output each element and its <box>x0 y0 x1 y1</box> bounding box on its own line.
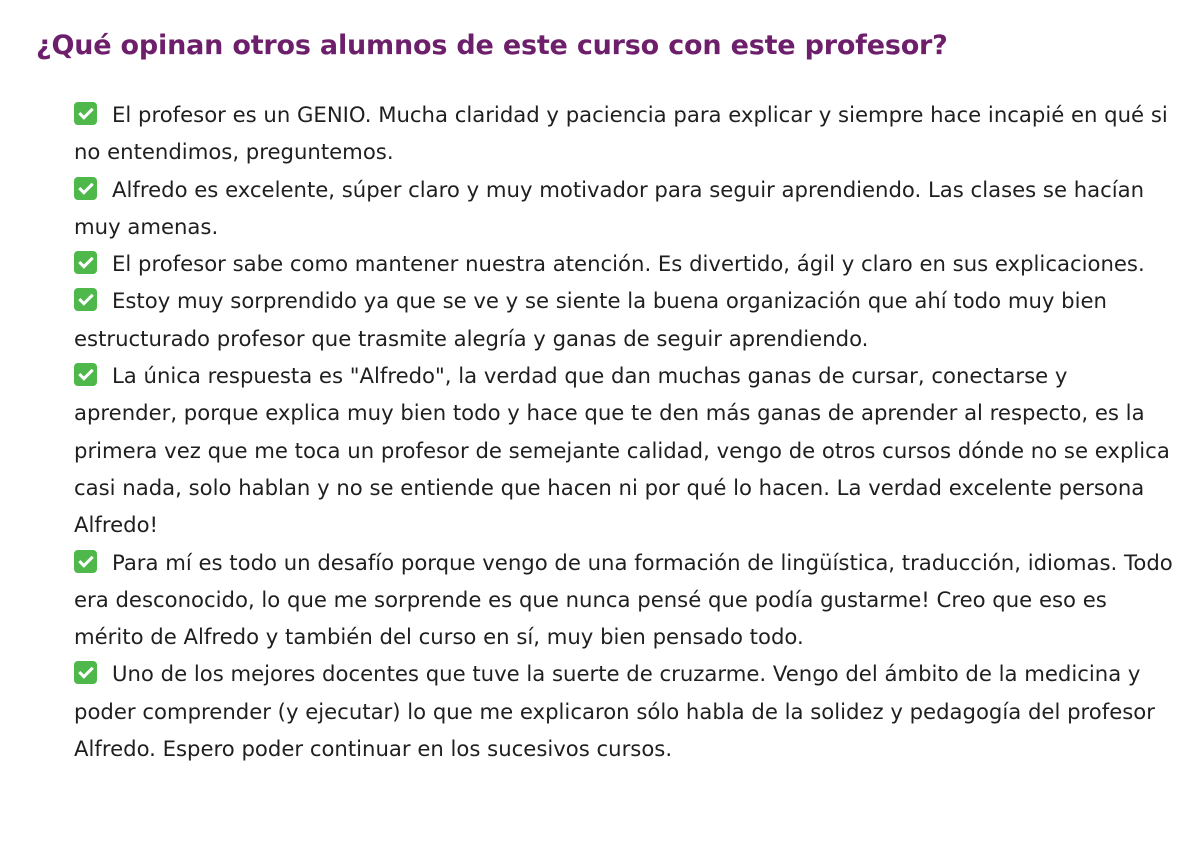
review-text: Alfredo es excelente, súper claro y muy motivador para seguir aprendiendo. Las clases se hacían muy amenas. <box>74 176 1145 239</box>
check-mark-icon <box>74 661 97 684</box>
review-item <box>74 655 1174 767</box>
review-item <box>74 357 1174 543</box>
review-item <box>74 282 1174 357</box>
review-text: Estoy muy sorprendido ya que se ve y se siente la buena organización que ahí todo muy bien estructurado profesor que trasmite alegría y ganas de seguir aprendiendo. <box>74 288 1107 351</box>
review-text: La única respuesta es "Alfredo", la verdad que dan muchas ganas de cursar, conectarse y aprender, porque explica muy bien todo y hace que te den más ganas de aprender al respecto, es la primera vez que me toca un profesor de semejante calidad, vengo de otros cursos dónde no se explica casi nada, solo hablan y no se entiende que hacen ni por qué lo hacen. La verdad excelente persona Alfredo! <box>74 363 1170 538</box>
review-item <box>74 245 1174 282</box>
review-text: Uno de los mejores docentes que tuve la suerte de cruzarme. Vengo del ámbito de la medicina y poder comprender (y ejecutar) lo que me explicaron sólo habla de la solidez y pedagogía del profesor Alfredo. Espero poder continuar en los sucesivos cursos. <box>74 661 1155 762</box>
review-text: Para mí es todo un desafío porque vengo de una formación de lingüística, traducción, idiomas. Todo era desconocido, lo que me sorprende es que nunca pensé que podía gustarme! Creo que eso es mérito de Alfredo y también del curso en sí, muy bien pensado todo. <box>74 549 1173 650</box>
review-text: El profesor es un GENIO. Mucha claridad y paciencia para explicar y siempre hace incapié en qué si no entendimos, preguntemos. <box>74 102 1168 165</box>
review-text: El profesor sabe como mantener nuestra atención. Es divertido, ágil y claro en sus explicaciones. <box>112 251 1145 277</box>
check-mark-icon <box>74 288 97 311</box>
review-item <box>74 171 1174 246</box>
review-list <box>74 96 1174 767</box>
check-mark-icon <box>74 177 97 200</box>
review-item <box>74 96 1174 171</box>
check-mark-icon <box>74 363 97 386</box>
check-mark-icon <box>74 550 97 573</box>
section-title: ¿Qué opinan otros alumnos de este curso con este profesor? <box>36 30 948 61</box>
review-item <box>74 544 1174 656</box>
check-mark-icon <box>74 102 97 125</box>
check-mark-icon <box>74 251 97 274</box>
